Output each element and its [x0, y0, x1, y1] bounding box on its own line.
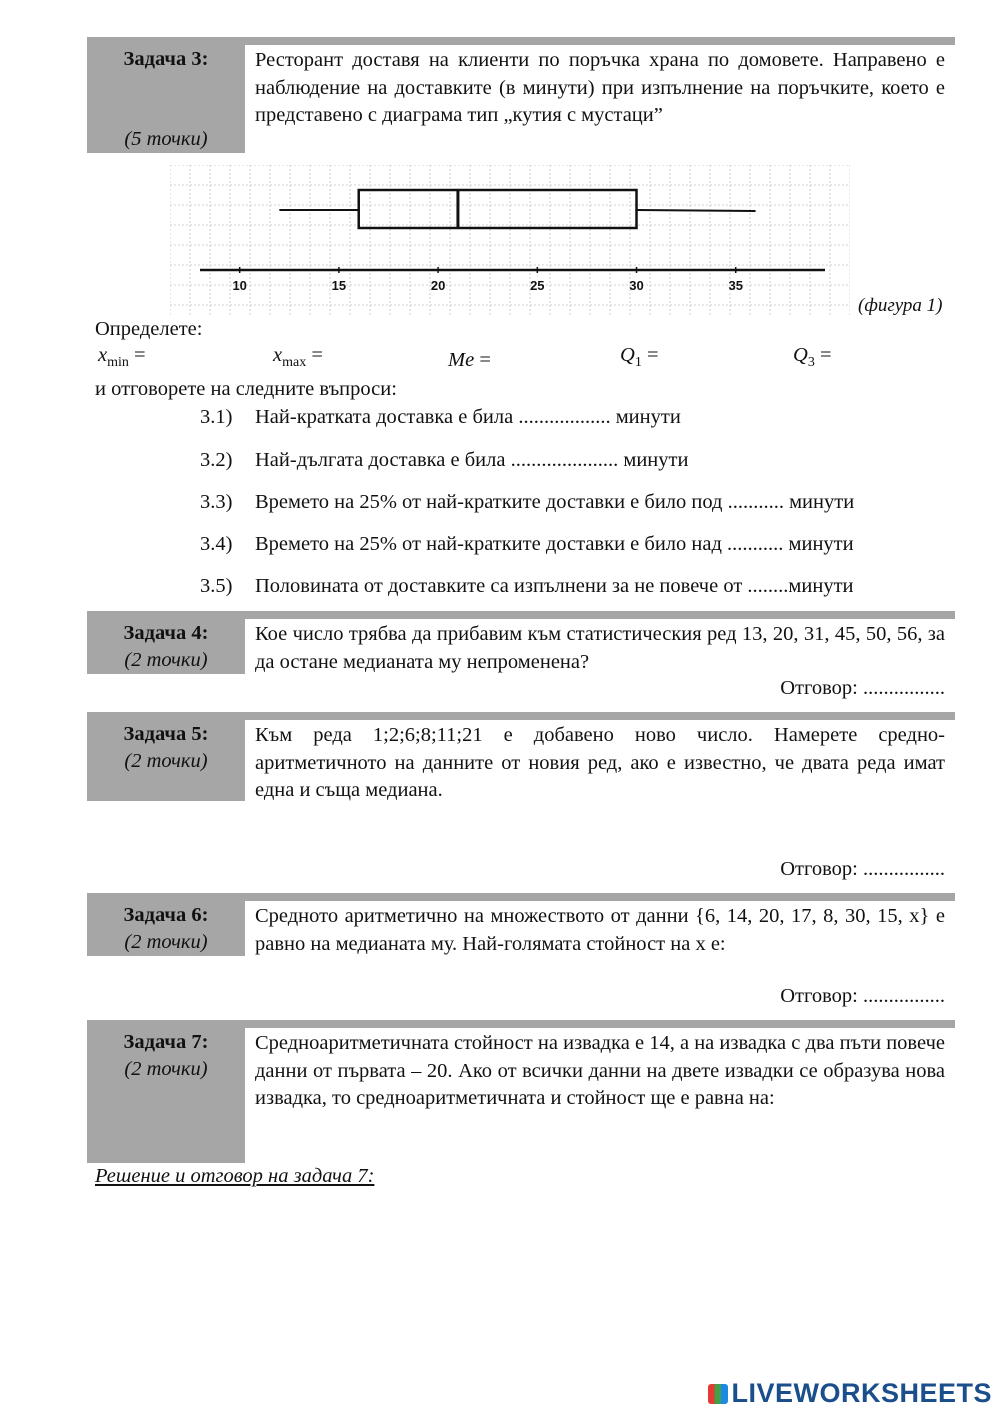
- q3-symbol: [793, 344, 832, 371]
- q3-q: Q: [793, 344, 808, 366]
- q1-sub: 1: [634, 355, 642, 371]
- iqr-box: [359, 190, 637, 228]
- question-text: Половината от доставките са изпълнени за не повече от ........минути: [255, 575, 854, 597]
- task-3-block: [87, 37, 955, 157]
- task-5-text: Към реда 1;2;6;8;11;21 е добавено ново число. Намерете средно-аритметичното на данните от новия ред, ако е известно, че двата реда имат една и съща медиана.: [255, 724, 945, 801]
- figure-caption: (фигура 1): [858, 295, 943, 316]
- xmax-x: x: [273, 344, 283, 366]
- question-text: Най-кратката доставка е била .................. минути: [255, 406, 681, 428]
- me-eq: =: [479, 349, 491, 371]
- task-7-solution-label: Решение и отговор на задача 7:: [95, 1165, 375, 1187]
- me-text: Me: [448, 349, 475, 371]
- task-7-number: Задача 7:: [123, 1031, 209, 1053]
- x-tick-label: 30: [629, 278, 644, 293]
- task-3-number: Задача 3:: [123, 48, 209, 70]
- task-7-points: (2 точки): [124, 1058, 208, 1080]
- xmax-eq: =: [311, 344, 323, 366]
- question-3-1: [200, 406, 681, 429]
- task-6-number: Задача 6:: [123, 904, 209, 926]
- x-tick-label: 20: [430, 278, 446, 293]
- question-number: 3.1): [200, 406, 233, 428]
- xmax-symbol: [273, 344, 323, 371]
- x-tick-label: 35: [728, 278, 743, 293]
- q1-eq: =: [646, 344, 659, 366]
- question-text: Времето на 25% от най-кратките доставки е било под ........... минути: [255, 491, 855, 513]
- question-number: 3.3): [200, 491, 233, 513]
- question-number: 3.2): [200, 449, 233, 471]
- task-6-answer[interactable]: Отговор: ................: [780, 985, 945, 1007]
- task-7-text: Средноаритметичната стойност на извадка е 14, а на извадка с два пъти повече данни от първата – 20. Ако от всички данни на двете извадки се образува нова извадка, то средноаритметичната и стойност ще е равна на:: [255, 1032, 945, 1109]
- q1-q: Q: [620, 344, 635, 366]
- xmax-sub: max: [282, 355, 307, 371]
- question-text: Времето на 25% от най-кратките доставки е било над ........... минути: [255, 533, 854, 555]
- question-number: 3.5): [200, 575, 233, 597]
- task-3-text: Ресторант доставя на клиенти по поръчка храна по домовете. Направено е наблюдение на доставките (в минути) при изпълнение на поръчките, което е представено с диаграма тип „кутия с мустаци”: [255, 49, 945, 126]
- question-3-5: [200, 575, 854, 598]
- x-tick-label: 15: [331, 278, 347, 293]
- task-6-text: Средното аритметично на множеството от данни {6, 14, 20, 17, 8, 30, 15, x} е равно на медианата му. Най-голямата стойност на x е:: [255, 905, 945, 955]
- question-3-3: [200, 491, 854, 514]
- x-tick-label: 10: [232, 278, 247, 293]
- q3-sub: 3: [807, 355, 815, 371]
- q3-eq: =: [819, 344, 832, 366]
- liveworksheets-logo[interactable]: [708, 1378, 992, 1409]
- x-tick-label: 25: [530, 278, 545, 293]
- logo-icon: [708, 1384, 728, 1404]
- xmin-sub: min: [107, 355, 129, 371]
- median-symbol: [448, 349, 491, 372]
- question-number: 3.4): [200, 533, 233, 555]
- task-4-answer[interactable]: Отговор: ................: [780, 677, 945, 699]
- task-4-block: [87, 611, 955, 677]
- task-4-points: (2 точки): [124, 649, 208, 671]
- task-3-points: (5 точки): [124, 128, 208, 150]
- xmin-eq: =: [134, 344, 146, 366]
- xmin-symbol: [98, 344, 146, 371]
- upper-whisker: [637, 210, 756, 211]
- question-3-4: [200, 533, 854, 556]
- xmin-x: x: [98, 344, 108, 366]
- task-6-block: [87, 893, 955, 959]
- box-plot-figure: [170, 165, 850, 315]
- question-text: Най-дългата доставка е била ..................... минути: [255, 449, 689, 471]
- task-7-block: [87, 1020, 955, 1165]
- logo-text: LIVEWORKSHEETS: [731, 1378, 992, 1408]
- determine-label: Определете:: [95, 318, 203, 340]
- task-6-points: (2 точки): [124, 931, 208, 953]
- answer-intro: и отговорете на следните въпроси:: [95, 378, 397, 400]
- task-5-answer[interactable]: Отговор: ................: [780, 858, 945, 880]
- question-3-2: [200, 449, 688, 472]
- task-5-number: Задача 5:: [123, 723, 209, 745]
- q1-symbol: [620, 344, 659, 371]
- task-4-text: Кое число трябва да прибавим към статистическия ред 13, 20, 31, 45, 50, 56, за да остане медианата му непроменена?: [255, 623, 945, 673]
- task-5-block: [87, 712, 955, 804]
- task-5-points: (2 точки): [124, 750, 208, 772]
- task-4-number: Задача 4:: [123, 622, 209, 644]
